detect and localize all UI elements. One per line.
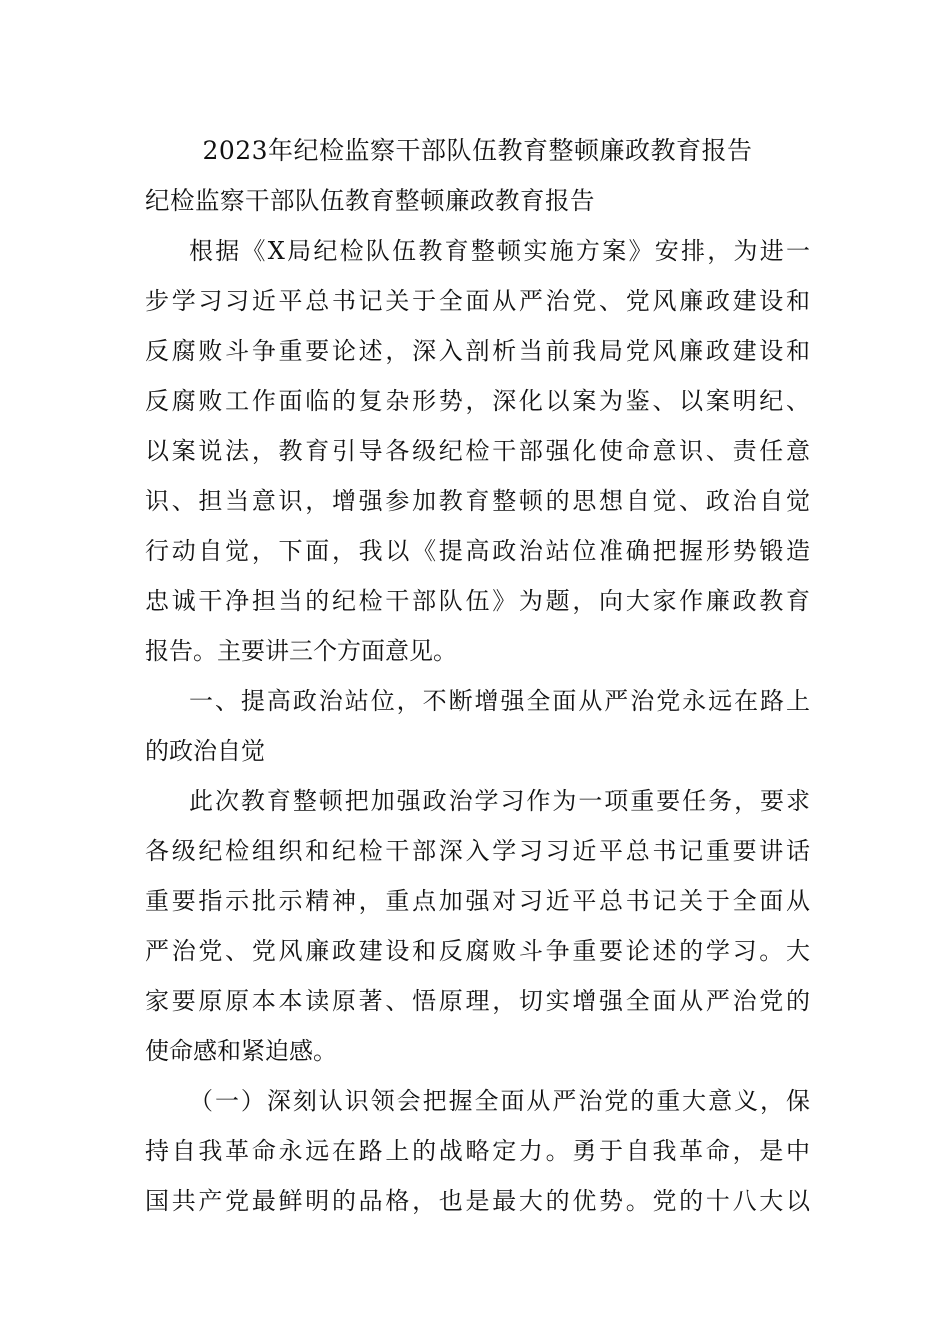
text-line: 各级纪检组织和纪检干部深入学习习近平总书记重要讲话 [145, 837, 810, 865]
document-title: 2023年纪检监察干部队伍教育整顿廉政教育报告 [202, 136, 753, 165]
text-line: 步学习习近平总书记关于全面从严治党、党风廉政建设和 [145, 287, 810, 315]
text-line: 使命感和紧迫感。 [145, 1037, 337, 1065]
document-body [145, 126, 810, 1226]
text-line: 家要原原本本读原著、悟原理，切实增强全面从严治党的 [145, 987, 810, 1015]
text-line: 持自我革命永远在路上的战略定力。勇于自我革命，是中 [145, 1137, 810, 1165]
text-line: 此次教育整顿把加强政治学习作为一项重要任务，要求 [189, 787, 810, 815]
text-line: 反腐败斗争重要论述，深入剖析当前我局党风廉政建设和 [145, 337, 810, 365]
text-line: 反腐败工作面临的复杂形势，深化以案为鉴、以案明纪、 [145, 387, 810, 415]
text-line: 严治党、党风廉政建设和反腐败斗争重要论述的学习。大 [145, 937, 810, 965]
text-line: 行动自觉，下面，我以《提高政治站位准确把握形势锻造 [145, 537, 810, 565]
text-line: 一、提高政治站位，不断增强全面从严治党永远在路上 [189, 687, 810, 715]
text-line: 忠诚干净担当的纪检干部队伍》为题，向大家作廉政教育 [145, 587, 810, 615]
paragraph-intro [145, 226, 810, 676]
text-line: 以案说法，教育引导各级纪检干部强化使命意识、责任意 [145, 437, 810, 465]
text-line: 的政治自觉 [145, 737, 265, 765]
text-line: 国共产党最鲜明的品格，也是最大的优势。党的十八大以 [145, 1187, 810, 1215]
document-subtitle: 纪检监察干部队伍教育整顿廉政教育报告 [145, 186, 595, 215]
text-line: （一）深刻认识领会把握全面从严治党的重大意义，保 [189, 1087, 810, 1115]
section-heading-one [145, 676, 810, 776]
text-line: 识、担当意识，增强参加教育整顿的思想自觉、政治自觉 [145, 487, 810, 515]
paragraph-subsection-one [145, 1076, 810, 1226]
text-line: 报告。主要讲三个方面意见。 [145, 637, 457, 665]
paragraph-political-study [145, 776, 810, 1076]
text-line: 根据《X局纪检队伍教育整顿实施方案》安排，为进一 [189, 237, 810, 265]
text-line: 重要指示批示精神，重点加强对习近平总书记关于全面从 [145, 887, 810, 915]
